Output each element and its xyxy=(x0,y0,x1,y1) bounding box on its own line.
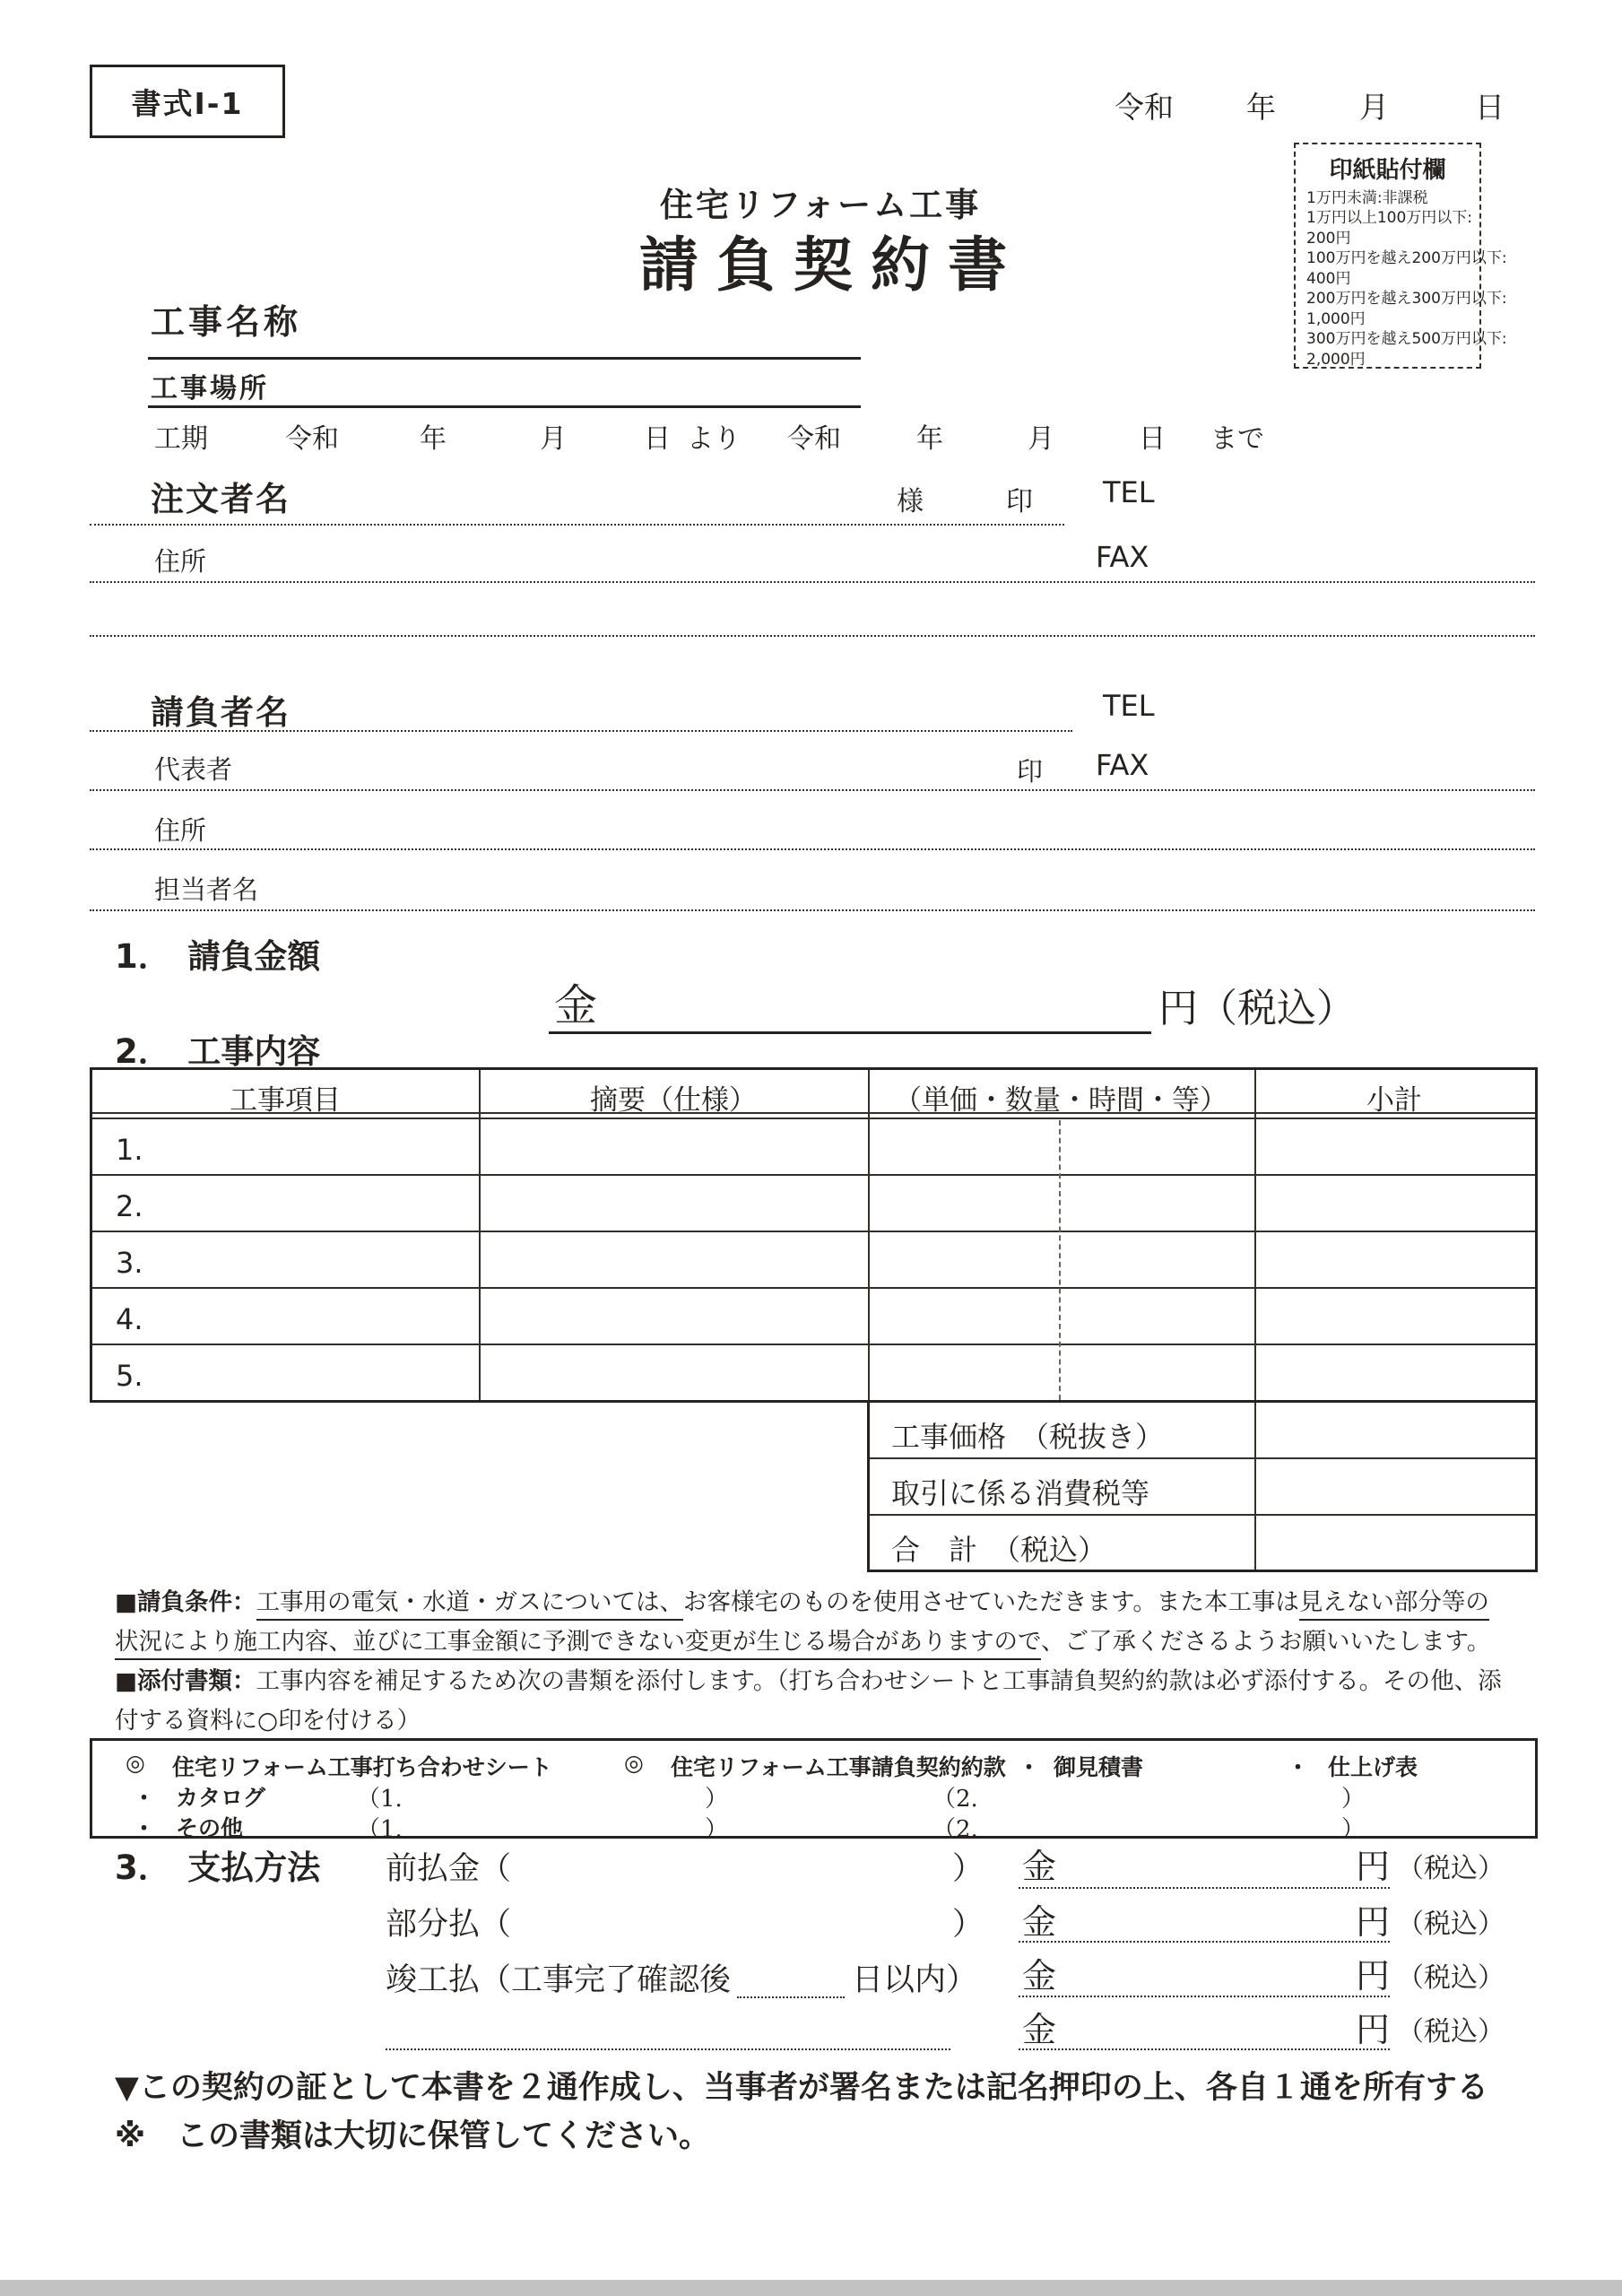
period-start-day: 日 xyxy=(644,423,671,455)
terms-plain-1: お客様宅のものを使用させていただきます。また本工事は xyxy=(683,1588,1299,1616)
other-field1-open: （1. xyxy=(357,1816,403,1843)
attachment-label-other: その他 xyxy=(176,1815,244,1841)
period-end-era: 令和 xyxy=(787,423,841,455)
stamp-box-title: 印紙貼付欄 xyxy=(1329,157,1446,184)
stamp-rate-line: 200万円を越え300万円以下: xyxy=(1306,290,1507,309)
period-end-day: 日 xyxy=(1139,423,1166,455)
total-incl-tax-label: 合 計 （税込） xyxy=(891,1533,1107,1567)
completion-days-fill-line xyxy=(737,1996,845,1998)
attachment-label-estimate: 御見積書 xyxy=(1054,1754,1144,1780)
period-start-year: 年 xyxy=(420,423,447,455)
section2-heading: 2． 工事内容 xyxy=(115,1032,321,1071)
partial-payment-label: 部分払（ xyxy=(386,1907,512,1943)
stamp-rate-line: 100万円を越え200万円以下: xyxy=(1306,249,1507,268)
footer-copies-notice: ▼この契約の証として本書を２通作成し、当事者が署名または記名押印の上、各自１通を所有する xyxy=(115,2070,1488,2106)
extra-yen-label: 円 xyxy=(1356,2010,1391,2049)
date-day-label: 日 xyxy=(1475,90,1505,125)
date-era-label: 令和 xyxy=(1115,90,1174,125)
catalog-field2-close: ） xyxy=(1341,1786,1366,1813)
partial-amount-fill-line xyxy=(1019,1941,1390,1943)
extra-kin-label: 金 xyxy=(1022,2010,1057,2049)
work-content-table xyxy=(90,1067,1538,1403)
completion-payment-label: 竣工払（工事完了確認後 xyxy=(386,1962,732,1998)
table-row-number: 2. xyxy=(116,1189,143,1223)
attachments-note-line1 xyxy=(115,1661,1502,1696)
consumption-tax-label: 取引に係る消費税等 xyxy=(891,1476,1150,1510)
stamp-rate-line: 300万円を越え500万円以下: xyxy=(1306,330,1507,349)
attachment-mark: ・ xyxy=(133,1815,156,1841)
extra-payment-label-fill-line xyxy=(386,2048,950,2050)
table-header-subtotal: 小計 xyxy=(1366,1084,1422,1117)
terms-note-line1 xyxy=(115,1582,1489,1617)
representative-fill-line xyxy=(90,789,1535,791)
completion-tax-label: （税込） xyxy=(1397,1962,1505,1994)
totals-row-rule xyxy=(870,1514,1535,1516)
attachment-label-finish-table: 仕上げ表 xyxy=(1328,1754,1418,1780)
catalog-field1-open: （1. xyxy=(357,1786,403,1813)
period-start-era: 令和 xyxy=(285,423,339,455)
extra-tax-label: （税込） xyxy=(1397,2016,1505,2048)
page-bottom-bar xyxy=(0,2280,1622,2296)
advance-tax-label: （税込） xyxy=(1397,1853,1505,1884)
attachment-mark: ◎ xyxy=(624,1750,644,1776)
terms-underline-1: 工事用の電気・水道・ガスについては、 xyxy=(256,1588,683,1621)
table-header-unitprice: （単価・数量・時間・等） xyxy=(894,1084,1227,1117)
table-header-rule xyxy=(92,1118,1535,1119)
orderer-address-fill-line-2 xyxy=(90,635,1535,637)
attachment-mark: ◎ xyxy=(126,1750,145,1776)
advance-payment-close-paren: ） xyxy=(952,1851,984,1887)
completion-payment-suffix: 日以内） xyxy=(852,1962,978,1998)
form-code-box xyxy=(90,65,285,138)
date-month-label: 月 xyxy=(1359,90,1389,125)
period-start-month: 月 xyxy=(540,423,567,455)
orderer-honorific-label: 様 xyxy=(897,486,924,517)
amount-kin-label: 金 xyxy=(554,980,598,1031)
table-column-line xyxy=(1254,1070,1256,1400)
footer-keep-notice: ※ この書類は大切に保管してください。 xyxy=(115,2118,711,2154)
totals-row-rule xyxy=(870,1457,1535,1459)
table-row-rule xyxy=(92,1344,1535,1345)
work-name-label: 工事名称 xyxy=(151,302,302,342)
orderer-name-fill-line xyxy=(90,524,1064,526)
terms-note-label: ■請負条件： xyxy=(115,1588,256,1616)
catalog-field2-open: （2. xyxy=(932,1786,978,1813)
table-column-line xyxy=(868,1070,870,1400)
contractor-name-label: 請負者名 xyxy=(151,693,291,732)
stamp-rate-line: 1,000円 xyxy=(1306,309,1366,328)
table-header-spec: 摘要（仕様） xyxy=(590,1084,757,1117)
orderer-address-fill-line xyxy=(90,581,1535,583)
orderer-address-label: 住所 xyxy=(154,546,207,577)
form-code-label: 書式Ⅰ-1 xyxy=(131,85,244,121)
attachment-mark: ・ xyxy=(1018,1754,1041,1780)
attachments-note-line2: 付する資料に○印を付ける） xyxy=(115,1707,421,1735)
partial-tax-label: （税込） xyxy=(1397,1909,1505,1940)
completion-kin-label: 金 xyxy=(1022,1956,1057,1996)
attachments-box xyxy=(90,1738,1538,1843)
attachment-mark: ・ xyxy=(133,1785,156,1811)
partial-payment-close-paren: ） xyxy=(952,1907,984,1943)
contractor-seal-mark: 印 xyxy=(1017,756,1044,787)
advance-payment-label: 前払金（ xyxy=(386,1851,512,1887)
work-period-label: 工期 xyxy=(154,423,208,455)
document-subtitle: 住宅リフォーム工事 xyxy=(659,186,982,224)
completion-amount-fill-line xyxy=(1019,1996,1390,1997)
representative-label: 代表者 xyxy=(154,754,233,785)
terms-underline-3: 状況により施工内容、並びに工事金額に予測できない変更が生じる場合がありますので xyxy=(115,1628,1041,1660)
stamp-rate-line: 400円 xyxy=(1306,269,1351,288)
extra-amount-fill-line xyxy=(1019,2048,1390,2050)
date-year-label: 年 xyxy=(1246,90,1276,125)
catalog-field1-close: ） xyxy=(705,1786,729,1813)
table-row-rule xyxy=(92,1174,1535,1176)
stamp-rate-line: 1万円未満:非課税 xyxy=(1306,189,1428,207)
stamp-rate-line: 2,000円 xyxy=(1306,350,1366,369)
amount-fill-line xyxy=(549,1031,1151,1034)
contractor-fax-label: FAX xyxy=(1096,748,1149,782)
advance-yen-label: 円 xyxy=(1356,1847,1391,1886)
price-ex-tax-label: 工事価格 （税抜き） xyxy=(891,1420,1165,1454)
attachments-note-label: ■添付書類： xyxy=(115,1667,256,1695)
table-row-rule xyxy=(92,1287,1535,1289)
partial-yen-label: 円 xyxy=(1356,1902,1391,1942)
other-field2-close: ） xyxy=(1341,1816,1366,1843)
document-title: 請負契約書 xyxy=(639,230,1025,300)
period-to-label: まで xyxy=(1210,423,1264,455)
table-row-number: 3. xyxy=(116,1246,143,1280)
unit-price-column-divider xyxy=(1059,1120,1061,1400)
manager-name-fill-line xyxy=(90,909,1535,911)
attachment-label-catalog: カタログ xyxy=(176,1785,266,1811)
contractor-address-fill-line xyxy=(90,848,1535,850)
totals-column-line xyxy=(1254,1403,1256,1570)
work-place-label: 工事場所 xyxy=(151,373,269,404)
orderer-name-label: 注文者名 xyxy=(151,480,291,518)
manager-name-label: 担当者名 xyxy=(154,874,259,905)
table-header-item: 工事項目 xyxy=(230,1084,341,1117)
section1-heading: 1． 請負金額 xyxy=(115,937,321,976)
stamp-box-rates xyxy=(1296,185,1507,370)
attachment-label-contract-clauses: 住宅リフォーム工事請負契約約款 xyxy=(671,1754,1006,1780)
stamp-rate-line: 200円 xyxy=(1306,229,1351,248)
revenue-stamp-box xyxy=(1294,143,1507,369)
attachments-note-text1: 工事内容を補足するため次の書類を添付します。（打ち合わせシートと工事請負契約約款は必ず添付する。その他、添 xyxy=(256,1667,1502,1695)
other-field2-open: （2. xyxy=(932,1816,978,1843)
terms-note-line2 xyxy=(115,1622,1490,1657)
contractor-name-fill-line xyxy=(90,730,1072,732)
terms-underline-2: 見えない部分等の xyxy=(1299,1588,1489,1621)
period-end-year: 年 xyxy=(916,423,943,455)
amount-yen-tax-label: 円（税込） xyxy=(1158,986,1356,1031)
period-end-month: 月 xyxy=(1028,423,1054,455)
table-row-number: 4. xyxy=(116,1302,143,1336)
stamp-rate-line: 1万円以上100万円以下: xyxy=(1306,209,1472,228)
attachment-mark: ・ xyxy=(1287,1754,1310,1780)
terms-plain-2: 、ご了承くださるようお願いいたします。 xyxy=(1040,1628,1491,1656)
period-from-label: より xyxy=(687,423,741,455)
orderer-tel-label: TEL xyxy=(1103,475,1155,509)
table-row-number: 1. xyxy=(116,1133,143,1167)
table-row-number: 5. xyxy=(116,1359,143,1393)
other-field1-close: ） xyxy=(705,1816,729,1843)
orderer-fax-label: FAX xyxy=(1096,540,1149,574)
completion-yen-label: 円 xyxy=(1356,1956,1391,1996)
table-row-rule xyxy=(92,1231,1535,1232)
work-name-fill-line xyxy=(148,357,861,360)
orderer-seal-mark: 印 xyxy=(1006,486,1033,517)
advance-amount-fill-line xyxy=(1019,1887,1390,1889)
section3-heading: 3． 支払方法 xyxy=(115,1848,321,1887)
attachment-label-meeting-sheet: 住宅リフォーム工事打ち合わせシート xyxy=(172,1754,552,1780)
contractor-address-label: 住所 xyxy=(154,815,207,846)
table-column-line xyxy=(479,1070,481,1400)
advance-kin-label: 金 xyxy=(1022,1847,1057,1886)
work-place-fill-line xyxy=(148,405,861,408)
contractor-tel-label: TEL xyxy=(1103,689,1155,723)
partial-kin-label: 金 xyxy=(1022,1902,1057,1942)
totals-table xyxy=(867,1400,1538,1572)
